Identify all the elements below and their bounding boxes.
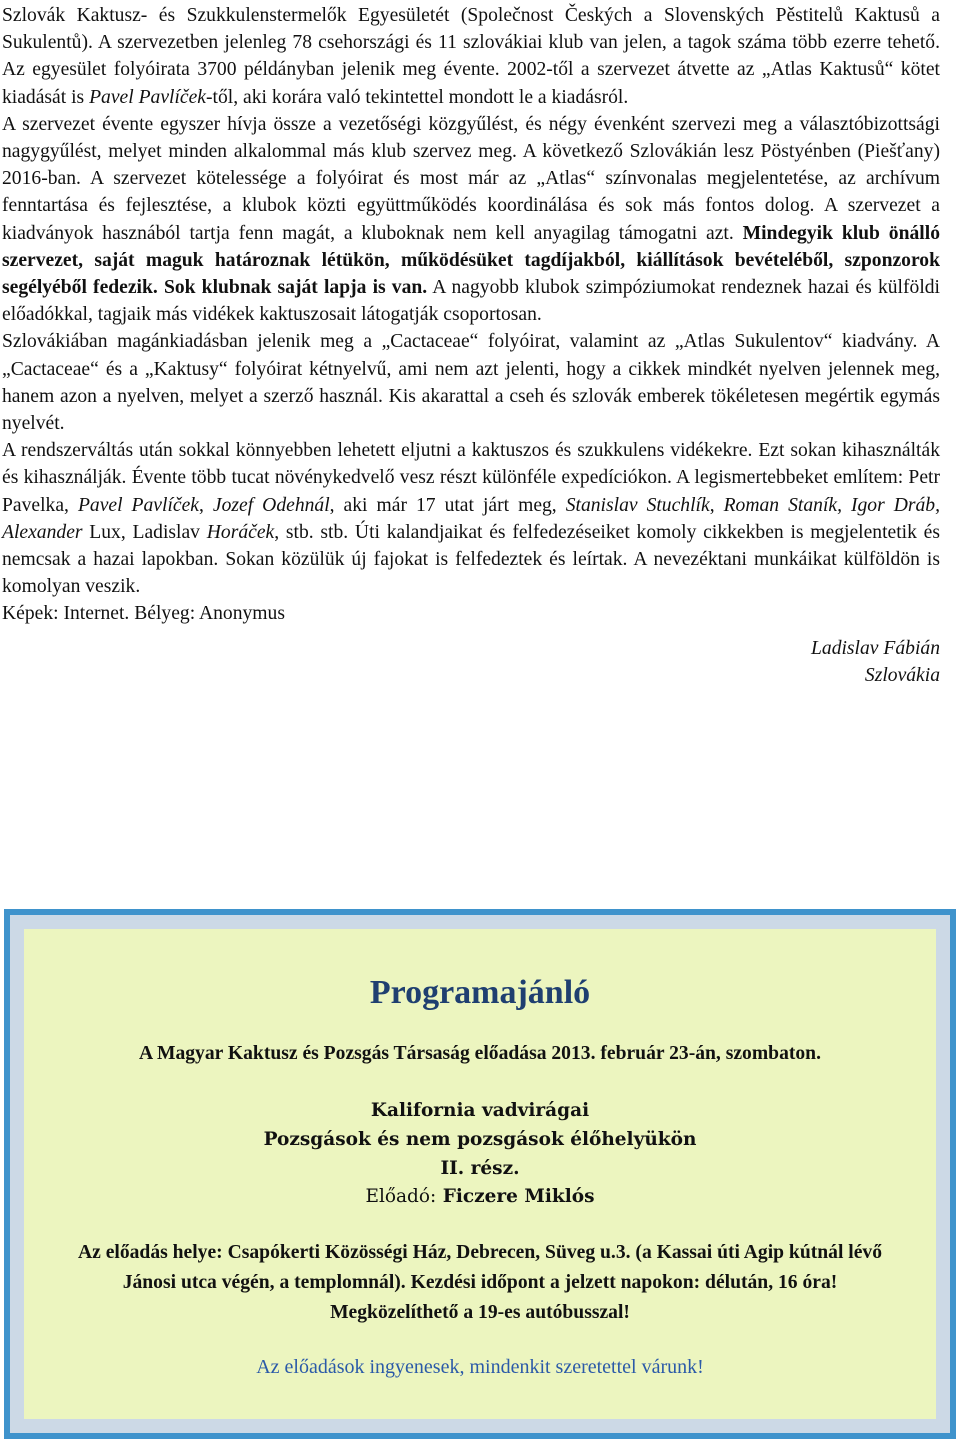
text: , xyxy=(709,494,724,516)
paragraph-4 xyxy=(2,437,940,600)
signature xyxy=(2,635,940,689)
text: , xyxy=(199,494,213,516)
person-name: Roman Staník, Igor Dráb, Alexander xyxy=(2,494,941,543)
text: A szervezet évente egyszer hívja össze a vezetőségi közgyűlést, és négy évenként szervezi meg a választóbizottsági nagygyűlést, melyet minden alkalommal más klub szervez meg. A következő Szlovákián lesz Pöstyénben (Piešťany) 2016-ban. A szervezet kötelessége a folyóirat és most már az „Atlas“ színvonalas megjelentetése, az archívum fenntartása és fejlesztése, a klubok közti együttműködés koordinálása és sok más fontos dolog. A szervezet a kiadványok hasznából tartja fenn magát, a kluboknak nem kell anyagilag támogatni azt. xyxy=(2,113,940,244)
paragraph-2 xyxy=(2,111,940,329)
text: Lux, Ladislav xyxy=(82,521,207,543)
author-name: Ladislav Fábián xyxy=(811,637,940,659)
free-entry-note: Az előadások ingyenesek, mindenkit szeretettel várunk! xyxy=(256,1356,704,1379)
program-box-frame xyxy=(4,909,956,1439)
presenter-label: Előadó: xyxy=(365,1186,437,1208)
bold-statement: Mindegyik klub önálló szervezet, saját maguk határoznak létükön, működésüket tagdíjakból, kiállítások bevételéből, szponzorok segélyéből fedezik. Sok klubnak saját lapja is van. xyxy=(2,222,940,299)
article xyxy=(2,2,940,689)
text: A nagyobb klubok szimpóziumokat rendeznek hazai és külföldi előadókkal, tagjaik más vidékek kaktuszosait látogatják csoportosan. xyxy=(2,277,940,326)
program-box-border xyxy=(10,915,950,1433)
program-title: Programajánló xyxy=(369,974,591,1011)
text: A rendszerváltás után sokkal könnyebben lehetett eljutni a kaktuszos és szukkulens vidékekre. Ezt sokan kihasználták és kihasználják. Évente több tucat növénykedvelő vesz részt különféle expedíciókon. A legismertebbeket említem: Petr Pavelka, xyxy=(2,440,940,516)
image-credits: Képek: Internet. Bélyeg: Anonymus xyxy=(2,603,285,625)
author-country: Szlovákia xyxy=(864,664,940,686)
person-name: Jozef Odehnál xyxy=(212,494,330,516)
text: -től, aki korára való tekintettel mondott le a kiadásról. xyxy=(206,86,629,108)
lecture-block xyxy=(24,1097,936,1212)
venue-info: Az előadás helye: Csapókerti Közösségi Ház, Debrecen, Süveg u.3. (a Kassai úti Agip kútnál lévő Jánosi utca végén, a templomnál). Kezdési időpont a jelzett napokon: délután, 16 óra! Megközelíthető a 19-es autóbusszal! xyxy=(77,1242,883,1324)
person-name: Pavel Pavlíček xyxy=(77,494,199,516)
person-name: Stanislav Stuchlík xyxy=(565,494,710,516)
event-announcement: A Magyar Kaktusz és Pozsgás Társaság előadása 2013. február 23-án, szombaton. xyxy=(139,1043,821,1064)
lecture-subtitle: Pozsgások és nem pozsgások élőhelyükön xyxy=(263,1128,697,1150)
person-name: Horáček xyxy=(206,521,275,543)
lecture-part: II. rész. xyxy=(440,1157,520,1179)
person-name: Pavel Pavlíček xyxy=(89,86,207,108)
paragraph-3: Szlovákiában magánkiadásban jelenik meg a „Cactaceae“ folyóirat, valamint az „Atlas Sukulentov“ kiadvány. A „Cactaceae“ és a „Kaktusy“ folyóirat kétnyelvű, ami nem azt jelenti, hogy a cikkek mindkét nyelven jelennek meg, hanem azon a nyelven, melyet a szerző használ. Kis akarattal a cseh és szlovák emberek tökéletesen megértik egymás nyelvét. xyxy=(2,331,940,435)
lecture-title: Kalifornia vadvirágai xyxy=(370,1100,590,1121)
program-box xyxy=(24,929,936,1419)
text: , stb. stb. Úti kalandjaikat és felfedezéseiket komoly cikkekben is megjelentetik és nemcsak a hazai lapokban. Sokan közülük új fajokat is felfedeztek és leírtak. A nevezéktani munkáikat külföldön is komolyan veszik. xyxy=(2,521,941,598)
presenter-line xyxy=(24,1183,936,1212)
presenter-name: Ficzere Miklós xyxy=(442,1186,595,1208)
text: Szlovák Kaktusz- és Szukkulenstermelők Egyesületét (Společnost Českých a Slovenských Pěstitelů Kaktusů a Sukulentů). A szervezetben jelenleg 78 csehországi és 11 szlovákiai klub van jelen, a tagok száma több ezerre tehető. Az egyesület folyóirata 3700 példányban jelenik meg évente. 2002-től a szervezet átvette az „Atlas Kaktusů“ kötet kiadását is xyxy=(2,5,940,108)
text: , aki már 17 utat járt meg, xyxy=(329,494,566,516)
paragraph-1 xyxy=(2,2,940,111)
